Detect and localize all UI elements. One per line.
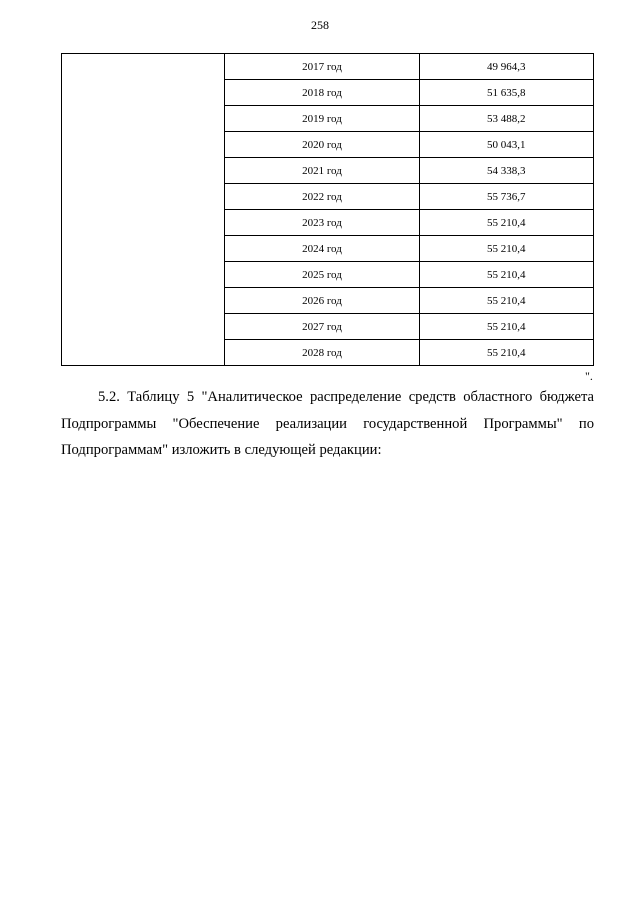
year-cell: 2028 год <box>225 340 419 366</box>
year-cell: 2021 год <box>225 158 419 184</box>
value-cell: 51 635,8 <box>419 80 593 106</box>
value-cell: 55 736,7 <box>419 184 593 210</box>
value-cell: 49 964,3 <box>419 54 593 80</box>
page-number: 258 <box>311 18 329 32</box>
year-cell: 2023 год <box>225 210 419 236</box>
value-cell: 55 210,4 <box>419 288 593 314</box>
year-cell: 2020 год <box>225 132 419 158</box>
year-cell: 2025 год <box>225 262 419 288</box>
value-cell: 53 488,2 <box>419 106 593 132</box>
value-cell: 55 210,4 <box>419 314 593 340</box>
amendment-paragraph: 5.2. Таблицу 5 "Аналитическое распределение средств областного бюджета Подпрограммы "Обеспечение реализации государственной Программы" по Подпрограммам" изложить в следующей редакции: <box>61 389 594 458</box>
value-cell: 55 210,4 <box>419 340 593 366</box>
closing-quote: ". <box>585 369 593 383</box>
year-cell: 2024 год <box>225 236 419 262</box>
funding-table <box>61 53 594 366</box>
value-cell: 55 210,4 <box>419 210 593 236</box>
year-cell: 2019 год <box>225 106 419 132</box>
year-cell: 2022 год <box>225 184 419 210</box>
value-cell: 55 210,4 <box>419 236 593 262</box>
table-row <box>62 54 594 80</box>
year-cell: 2018 год <box>225 80 419 106</box>
value-cell: 50 043,1 <box>419 132 593 158</box>
value-cell: 55 210,4 <box>419 262 593 288</box>
year-cell: 2026 год <box>225 288 419 314</box>
value-cell: 54 338,3 <box>419 158 593 184</box>
year-cell: 2017 год <box>225 54 419 80</box>
year-cell: 2027 год <box>225 314 419 340</box>
empty-cell <box>62 54 225 366</box>
